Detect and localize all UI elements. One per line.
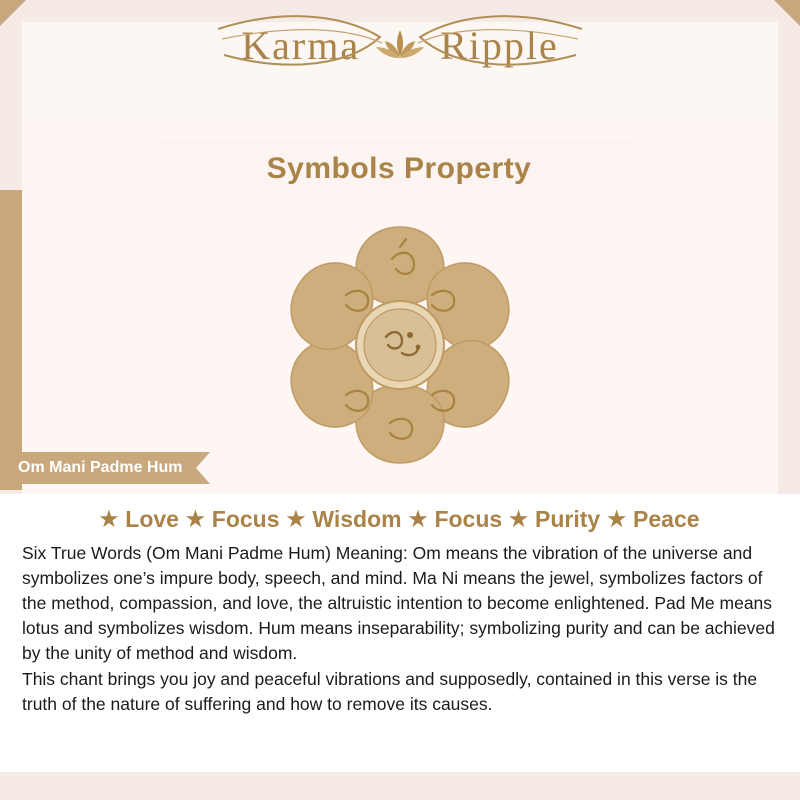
description-paragraph-2: This chant brings you joy and peaceful vibrations and supposedly, contained in this verse is the truth of the nature of suffering and how to remove its causes. bbox=[22, 669, 758, 714]
lotus-icon bbox=[371, 24, 429, 66]
star-icon: ★ bbox=[509, 508, 528, 531]
bottom-strip bbox=[0, 772, 800, 800]
page-title: Symbols Property bbox=[266, 152, 532, 185]
description-paragraph-1: Six True Words (Om Mani Padme Hum) Meaning: Om means the vibration of the universe and symbolizes one’s impure body, speech, and mind. Ma Ni means the jewel, symbolizes factors of the method, compassion, and love, the altruistic intention to become enlightened. Pad Me means lotus and symbolizes wisdom. Hum means inseparability; symbolizing purity and can be achieved by the unity of method and wisdom. bbox=[22, 543, 775, 663]
description-text bbox=[0, 539, 800, 717]
brand-logo bbox=[0, 22, 800, 69]
keyword-purity: Purity bbox=[535, 506, 601, 532]
keyword-peace: Peace bbox=[633, 506, 700, 532]
star-icon: ★ bbox=[286, 508, 306, 531]
keyword-focus-1: Focus bbox=[211, 506, 280, 532]
star-icon: ★ bbox=[408, 508, 428, 531]
description-panel bbox=[0, 494, 800, 772]
star-icon: ★ bbox=[185, 508, 205, 531]
brand-word-karma: Karma bbox=[241, 23, 361, 68]
symbol-name-ribbon bbox=[0, 452, 196, 484]
star-icon: ★ bbox=[607, 508, 627, 531]
star-icon: ★ bbox=[99, 508, 119, 531]
keyword-love: Love bbox=[125, 506, 179, 532]
lotus-mandala-symbol-icon bbox=[250, 213, 550, 477]
mandala-illustration bbox=[0, 210, 800, 480]
brand-word-ripple: Ripple bbox=[440, 23, 559, 68]
keyword-list bbox=[0, 494, 800, 539]
keyword-wisdom: Wisdom bbox=[312, 506, 402, 532]
title-bar bbox=[160, 140, 638, 198]
ribbon-label: Om Mani Padme Hum bbox=[18, 459, 183, 476]
keyword-focus-2: Focus bbox=[434, 506, 503, 532]
